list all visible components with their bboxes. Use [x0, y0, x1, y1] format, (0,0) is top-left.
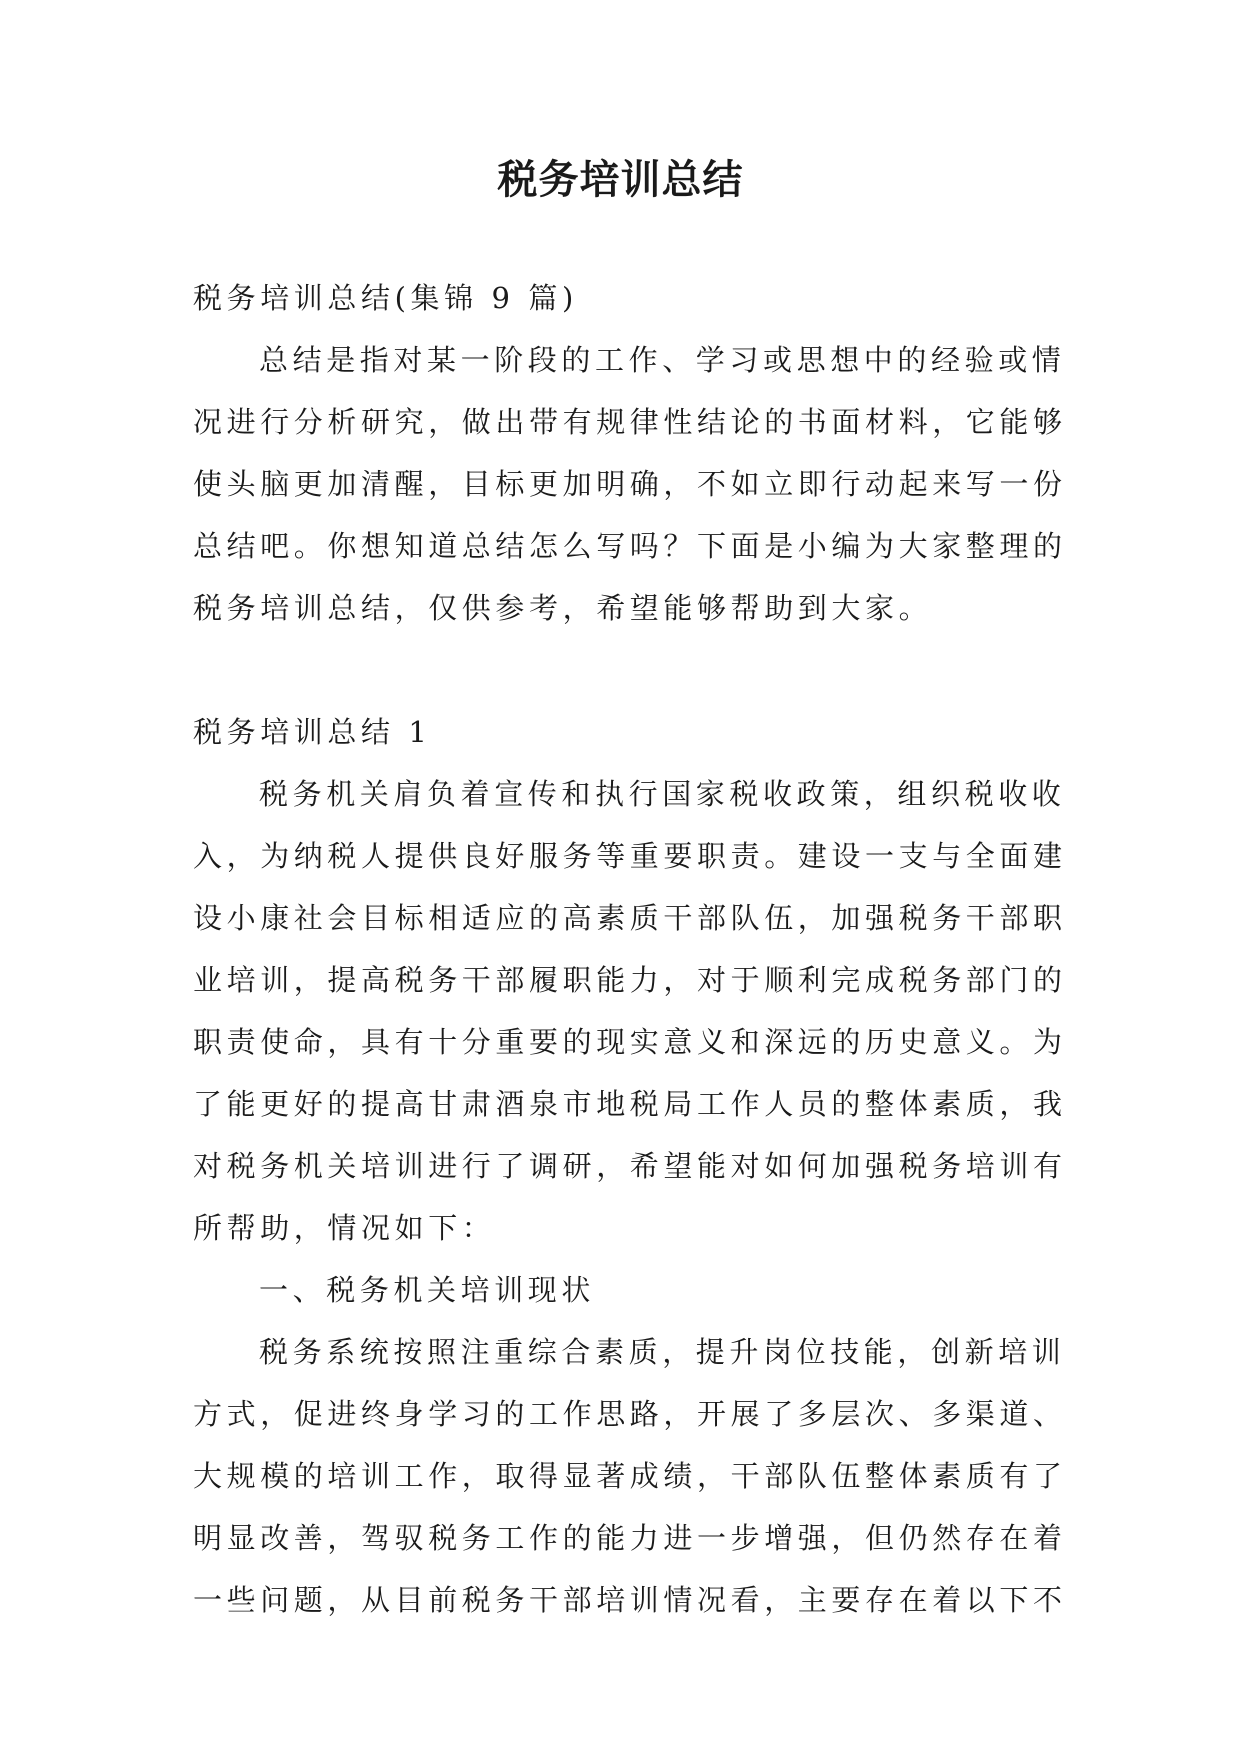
intro-line: 使头脑更加清醒，目标更加明确，不如立即行动起来写一份 [193, 467, 1067, 501]
document-body [193, 267, 1067, 1631]
sub-heading: 一、税务机关培训现状 [259, 1273, 596, 1307]
intro-line: 总结是指对某一阶段的工作、学习或思想中的经验或情 [259, 343, 1066, 377]
section-heading: 税务培训总结 1 [193, 715, 432, 749]
paragraph-line: 设小康社会目标相适应的高素质干部队伍，加强税务干部职 [193, 901, 1067, 935]
document-title: 税务培训总结 [497, 156, 744, 203]
paragraph-line: 税务机关肩负着宣传和执行国家税收政策，组织税收收 [259, 777, 1066, 811]
intro-line: 总结吧。你想知道总结怎么写吗？下面是小编为大家整理的 [193, 529, 1067, 563]
document-subtitle: 税务培训总结(集锦 9 篇) [193, 281, 578, 315]
paragraph-line: 职责使命，具有十分重要的现实意义和深远的历史意义。为 [193, 1025, 1067, 1059]
paragraph-line: 税务系统按照注重综合素质，提升岗位技能，创新培训 [259, 1335, 1066, 1369]
paragraph-line: 大规模的培训工作，取得显著成绩，干部队伍整体素质有了 [193, 1459, 1067, 1493]
paragraph-line: 入，为纳税人提供良好服务等重要职责。建设一支与全面建 [193, 839, 1067, 873]
paragraph-line: 对税务机关培训进行了调研，希望能对如何加强税务培训有 [193, 1149, 1067, 1183]
paragraph-line: 明显改善，驾驭税务工作的能力进一步增强，但仍然存在着 [193, 1521, 1067, 1555]
paragraph-line: 业培训，提高税务干部履职能力，对于顺利完成税务部门的 [193, 963, 1067, 997]
paragraph-gap [193, 639, 1061, 701]
paragraph-line: 一些问题，从目前税务干部培训情况看，主要存在着以下不 [193, 1583, 1067, 1617]
paragraph-line: 了能更好的提高甘肃酒泉市地税局工作人员的整体素质，我 [193, 1087, 1067, 1121]
intro-line: 税务培训总结，仅供参考，希望能够帮助到大家。 [193, 591, 933, 625]
paragraph-line: 所帮助，情况如下： [193, 1211, 496, 1245]
paragraph-line: 方式，促进终身学习的工作思路，开展了多层次、多渠道、 [193, 1397, 1067, 1431]
intro-line: 况进行分析研究，做出带有规律性结论的书面材料，它能够 [193, 405, 1067, 439]
